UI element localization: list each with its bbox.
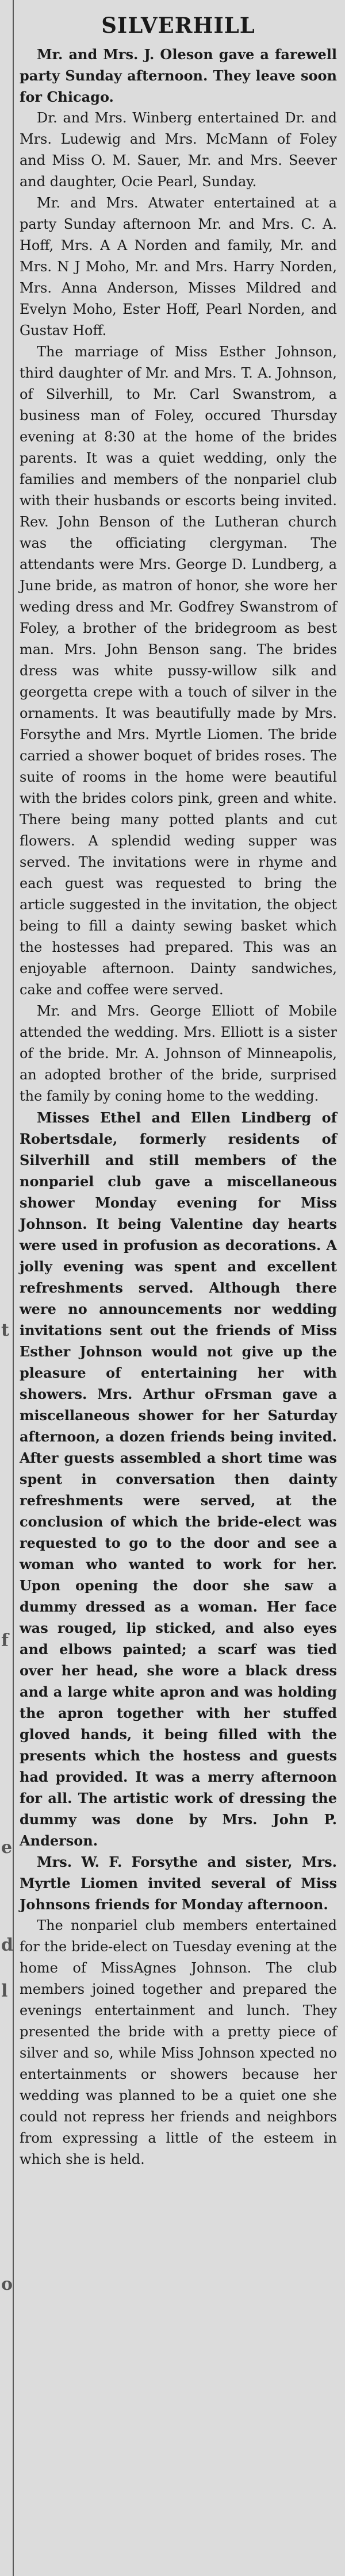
column-rule <box>13 0 14 2576</box>
article-paragraph: Mrs. W. F. Forsythe and sister, Mrs. Myrtle Liomen invited several of Miss Johnsons friends for Monday afternoon. <box>20 1854 337 1913</box>
article-paragraph: Misses Ethel and Ellen Lindberg of Robertsdale, formerly residents of Silverhill and still members of the nonpariel club gave a miscellaneous shower Monday evening for Miss Johnson. It being Valentine day hearts were used in profusion as decorations. A jolly evening was spent and excellent refreshments served. Although there were no announcements nor wedding invitations sent out the friends of Miss Esther Johnson would not give up the pleasure of entertaining her with showers. Mrs. Arthur oFrsman gave a miscellaneous shower for her Saturday afternoon, a dozen friends being invited. After guests assembled a short time was spent in conversation then dainty refreshments were served, at the conclusion of which the bride-elect was requested to go to the door and see a woman who wanted to work for her. Upon opening the door she saw a dummy dressed as a woman. Her face was rouged, lip sticked, and also eyes and elbows painted; a scarf was tied over her head, she wore a black dress and a large white apron and was holding the apron together with her stuffed gloved hands, it being filled with the presents which the hostess and guests had provided. It was a merry afternoon for all. The artistic work of dressing the dummy was done by Mrs. John P. Anderson. <box>20 1109 337 1849</box>
edge-letter-fragment: t <box>1 1320 9 1340</box>
article-headline: SILVERHILL <box>101 13 255 38</box>
article-body <box>20 44 337 2170</box>
edge-letter-fragment: o <box>1 2274 13 2294</box>
edge-letter-fragment: l <box>1 1981 8 2001</box>
edge-letter-fragment: f <box>1 1631 9 1651</box>
edge-letter-fragment: d <box>1 1935 13 1955</box>
article-paragraph: Dr. and Mrs. Winberg entertained Dr. and Mrs. Ludewig and Mrs. McMann of Foley and Miss O. M. Sauer, Mr. and Mrs. Seever and daughter, Ocie Pearl, Sunday. <box>20 110 337 190</box>
article-paragraph: The marriage of Miss Esther Johnson, third daughter of Mr. and Mrs. T. A. Johnson, of Silverhill, to Mr. Carl Swanstrom, a business man of Foley, occured Thursday evening at 8:30 at the home of the brides parents. It was a quiet wedding, only the families and members of the nonpariel club with their husbands or escorts being invited. Rev. John Benson of the Lutheran church was the officiating clergyman. The attendants were Mrs. George D. Lundberg, a June bride, as matron of honor, she wore her weding dress and Mr. Godfrey Swanstrom of Foley, a brother of the bridegroom as best man. Mrs. John Benson sang. The brides dress was white pussy-willow silk and georgetta crepe with a touch of silver in the ornaments. It was beautifully made by Mrs. Forsythe and Mrs. Myrtle Liomen. The bride carried a shower boquet of brides roses. The suite of rooms in the home were beautiful with the brides colors pink, green and white. There being many potted plants and cut flowers. A splendid weding supper was served. The invitations were in rhyme and each guest was requested to bring the article suggested in the invitation, the object being to fill a dainty sewing basket which the hostesses had prepared. This was an enjoyable afternoon. Dainty sandwiches, cake and coffee were served. <box>20 344 337 998</box>
article-paragraph: Mr. and Mrs. George Elliott of Mobile attended the wedding. Mrs. Elliott is a sister of the bride. Mr. A. Johnson of Minneapolis, an adopted brother of the bride, surprised the family by coning home to the wedding. <box>20 1003 337 1104</box>
article-column <box>20 13 337 2170</box>
article-paragraph: The nonpariel club members entertained for the bride-elect on Tuesday evening at the home of MissAgnes Johnson. The club members joined together and prepared the evenings entertainment and lunch. They presented the bride with a pretty piece of silver and so, while Miss Johnson xpected no entertainments or showers because her wedding was planned to be a quiet one she could not repress her friends and neighbors from expressing a little of the esteem in which she is held. <box>20 1917 337 2167</box>
article-paragraph: Mr. and Mrs. J. Oleson gave a farewell party Sunday afternoon. They leave soon for Chicago. <box>20 46 337 105</box>
article-paragraph: Mr. and Mrs. Atwater entertained at a party Sunday afternoon Mr. and Mrs. C. A. Hoff, Mrs. A A Norden and family, Mr. and Mrs. N J Moho, Mr. and Mrs. Harry Norden, Mrs. Anna Anderson, Misses Mildred and Evelyn Moho, Ester Hoff, Pearl Norden, and Gustav Hoff. <box>20 195 337 339</box>
edge-letter-fragment: e <box>1 1837 13 1858</box>
